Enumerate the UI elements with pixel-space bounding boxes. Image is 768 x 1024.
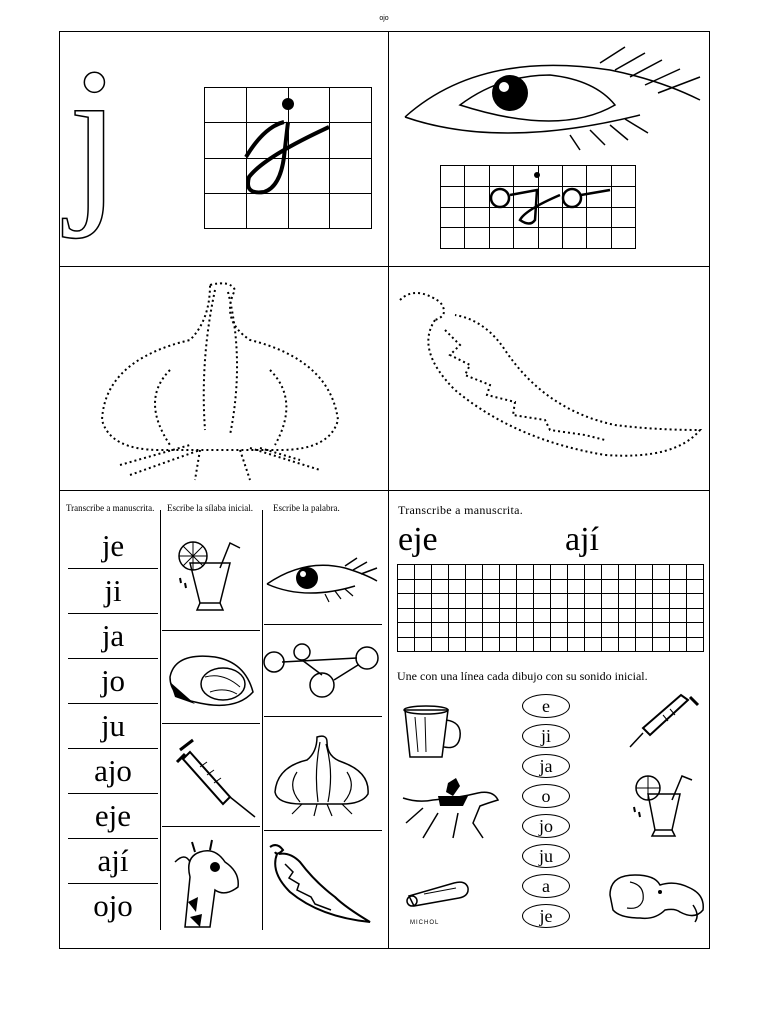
pin-icon — [404, 878, 476, 908]
initial-row-divider — [162, 723, 260, 724]
syllable-item: ji — [68, 568, 158, 614]
match-option[interactable]: je — [522, 904, 570, 928]
elephant-icon — [605, 870, 707, 925]
match-option[interactable]: ju — [522, 844, 570, 868]
row-divider-2 — [59, 490, 710, 491]
glass-icon — [630, 772, 700, 837]
syringe-icon — [175, 742, 260, 817]
initial-row-divider — [162, 630, 260, 631]
syringe-icon — [628, 695, 700, 750]
match-option[interactable]: jo — [522, 814, 570, 838]
initial-column-divider — [262, 510, 263, 930]
syllable-item: jo — [68, 658, 158, 704]
right-transcribe-heading: Transcribe a manuscrita. — [398, 503, 524, 517]
garlic-icon — [272, 732, 372, 817]
word-row-divider — [264, 830, 382, 831]
ham-icon — [165, 652, 255, 712]
giraffe-icon — [170, 842, 245, 927]
syllable-column-heading: Transcribe a manuscrita. — [66, 503, 155, 513]
syllable-column-divider — [160, 510, 161, 930]
syllable-item: ají — [68, 838, 158, 884]
word-column-heading: Escribe la palabra. — [273, 503, 340, 513]
mug-icon — [400, 702, 465, 762]
match-option[interactable]: o — [522, 784, 570, 808]
word-row-divider — [264, 624, 382, 625]
chili-icon — [265, 842, 375, 924]
glass-icon — [175, 538, 245, 613]
dumbbell-icon — [262, 640, 382, 700]
word-aji: ají — [565, 521, 599, 558]
matching-instruction: Une con una línea cada dibujo con su sonido inicial. — [397, 669, 648, 683]
syllable-item: eje — [68, 793, 158, 839]
cursive-j-icon — [204, 87, 372, 229]
syllable-item: ajo — [68, 748, 158, 794]
initial-column-heading: Escribe la sílaba inicial. — [167, 503, 253, 513]
eye-icon — [265, 556, 380, 604]
chili-icon — [395, 290, 705, 465]
syllable-item: je — [68, 523, 158, 569]
match-option[interactable]: ja — [522, 754, 570, 778]
syllable-item: ju — [68, 703, 158, 749]
transcription-grid — [397, 564, 704, 652]
match-option[interactable]: ji — [522, 724, 570, 748]
word-eje: eje — [398, 521, 438, 558]
jockey-icon — [398, 778, 500, 843]
syllable-item: ojo — [93, 888, 133, 923]
row-divider-1 — [59, 266, 710, 267]
cursive-ojo-icon — [440, 165, 636, 249]
word-row-divider — [264, 716, 382, 717]
initial-row-divider — [162, 826, 260, 827]
syllable-item: ja — [68, 613, 158, 659]
match-option[interactable]: e — [522, 694, 570, 718]
eye-icon — [400, 45, 705, 155]
big-letter-j: j — [68, 30, 121, 240]
garlic-icon — [100, 280, 340, 480]
page-title: ojo — [379, 15, 389, 22]
artist-signature: MICHOL — [410, 920, 440, 926]
match-option[interactable]: a — [522, 874, 570, 898]
